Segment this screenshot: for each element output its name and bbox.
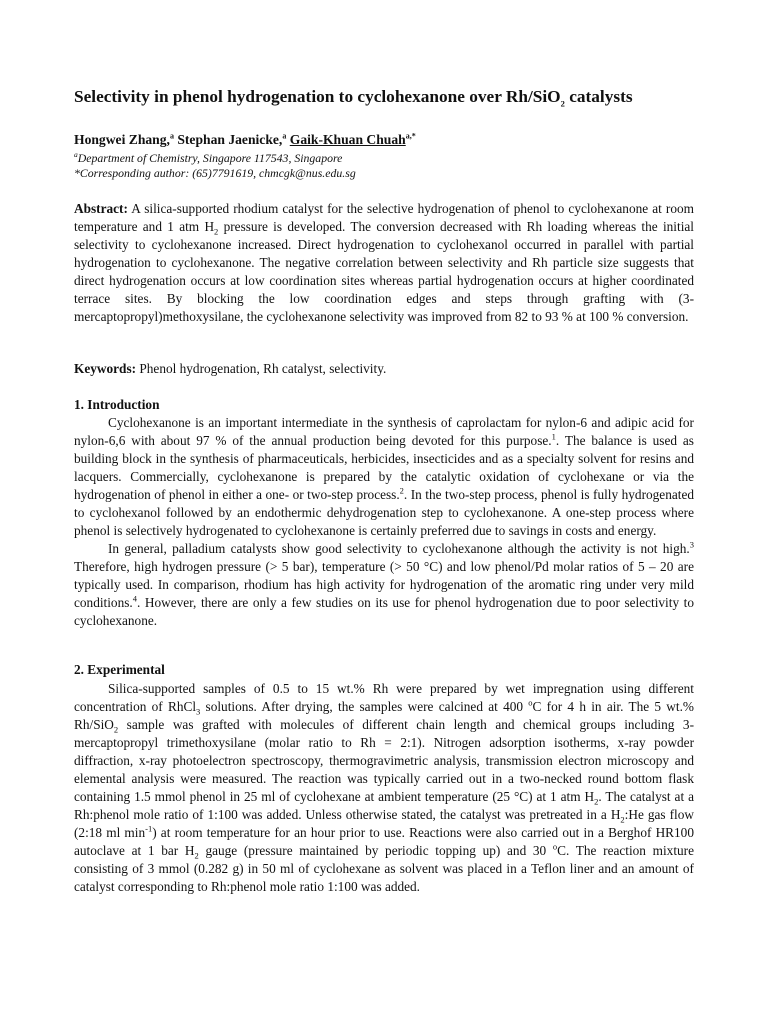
title-text: Selectivity in phenol hydrogenation to cyclohexanone over Rh/SiO [74,87,561,106]
affiliation-marker: a [74,150,78,160]
keywords-label: Keywords: [74,361,137,376]
corresponding-author: *Corresponding author: (65)7791619, chmcgk@nus.edu.sg [74,166,356,180]
citation: 3 [689,539,694,550]
citation: 1 [551,431,556,442]
intro-paragraph-2: In general, palladium catalysts show good selectivity to cyclohexanone although the activity is not high.$^3$ Therefore, high hydrogen pressure (> 5 bar), temperature (> 50 °C) and low phenol/Pd molar ratios of 5 – 20 are typically used. In comparison, rhodium has high activity for hydrogenation of the aromatic ring under very mild conditions.$^4$. However, there are only a few studies on its use for phenol hydrogenation due to poor selectivity to cyclohexanone. [74,539,694,628]
intro-paragraph-1: Cyclohexanone is an important intermediate in the synthesis of caprolactam for nylon-6 and adipic acid for nylon-6,6 with about 97 % of the annual production being devoted for this purpose.$^1$. The balance is used as building block in the synthesis of pharmaceuticals, herbicides, insecticides and as a specialty solvent for resins and lacquers. Commercially, cyclohexanone is prepared by the catalytic oxidation of cyclohexane or via the hydrogenation of phenol in either a one- or two-step process.$^2$. In the two-step process, phenol is fully hydrogenated to cyclohexanol followed by an endothermic dehydrogenation step to cyclohexanone. A one-step process where phenol is selectively hydrogenated to cyclohexanone is certainly preferred due to savings in costs and energy. [74,415,694,538]
paper-title [74,87,714,107]
title-text-end: catalysts [564,87,633,106]
keywords [74,360,694,378]
affiliation-text: Department of Chemistry, Singapore 117543, Singapore [77,151,343,165]
title-subscript: 2 [560,98,565,109]
affiliation [74,151,694,166]
abstract [74,200,694,326]
keywords-text: Phenol hydrogenation, Rh catalyst, selectivity. [136,361,387,376]
author-3-affil: a,* [405,131,416,141]
experimental-paragraph: Silica-supported samples of 0.5 to 15 wt.% Rh were prepared by wet impregnation using different concentration of RhCl$_3$ solutions. After drying, the samples were calcined at 400 $^o$C for 4 h in air. The 5 wt.% Rh/SiO$_2$ sample was grafted with molecules of different chain length and chemical groups including 3-mercaptopropyl trimethoxysilane (molar ratio to Rh = 2:1). Nitrogen adsorption isotherms, x-ray powder diffraction, x-ray photoelectron spectroscopy, thermogravimetric analysis, transmission electron microscopy and elemental analysis were measured. The reaction was typically carried out in a two-necked round bottom flask containing 1.5 mmol phenol in 25 ml of cyclohexane at ambient temperature (25 °C) at 1 atm $H_2$. The catalyst at a Rh:phenol mole ratio of 1:100 was added. Unless otherwise stated, the catalyst was pretreated in a $H_2:He$ gas flow (2:18 ml $\min^{-1}$) at room temperature for an hour prior to use. Reactions were also carried out in a Berghof HR100 autoclave at 1 bar $H_2$ gauge (pressure maintained by periodic topping up) and 30 $^o$C. The reaction mixture consisting of 3 mmol (0.282 g) in 50 ml of cyclohexane as solvent was placed in a Teflon liner and an amount of catalyst corresponding to Rh:phenol mole ratio 1:100 was added. [74,681,694,894]
author-2: Stephan Jaenicke, [177,132,283,147]
author-1-affil: a [169,131,174,141]
abstract-text-cont: pressure is developed. The conversion decreased with Rh loading whereas the initial selectivity to cyclohexanone increased. Direct hydrogenation to cyclohexanol occurred in parallel with partial hydrogenation to cyclohexanone. The negative correlation between selectivity and Rh particle size suggests that direct hydrogenation occurs at low coordination sites whereas partial hydrogenation occurs at higher coordinated terrace sites. By blocking the low coordination edges and steps through grafting with (3-mercaptopropyl)methoxysilane, the cyclohexanone selectivity was improved from 82 to 93 % at 100 % conversion. [74,219,694,324]
abstract-sub: 2 [214,226,219,237]
author-list [74,131,694,149]
abstract-text: A silica-supported rhodium catalyst for the selective hydrogenation of phenol to cyclohexanone at room temperature and 1 atm H [74,201,694,234]
author-1: Hongwei Zhang, [74,132,170,147]
abstract-label: Abstract: [74,201,128,216]
section-heading-experimental: 2. Experimental [74,662,165,677]
author-3: Gaik-Khuan Chuah [289,132,406,147]
section-heading-introduction: 1. Introduction [74,397,160,412]
introduction-body [74,414,694,630]
author-2-affil: a [282,131,287,141]
citation: 4 [132,593,137,604]
citation: 2 [399,485,404,496]
experimental-body [74,680,694,896]
